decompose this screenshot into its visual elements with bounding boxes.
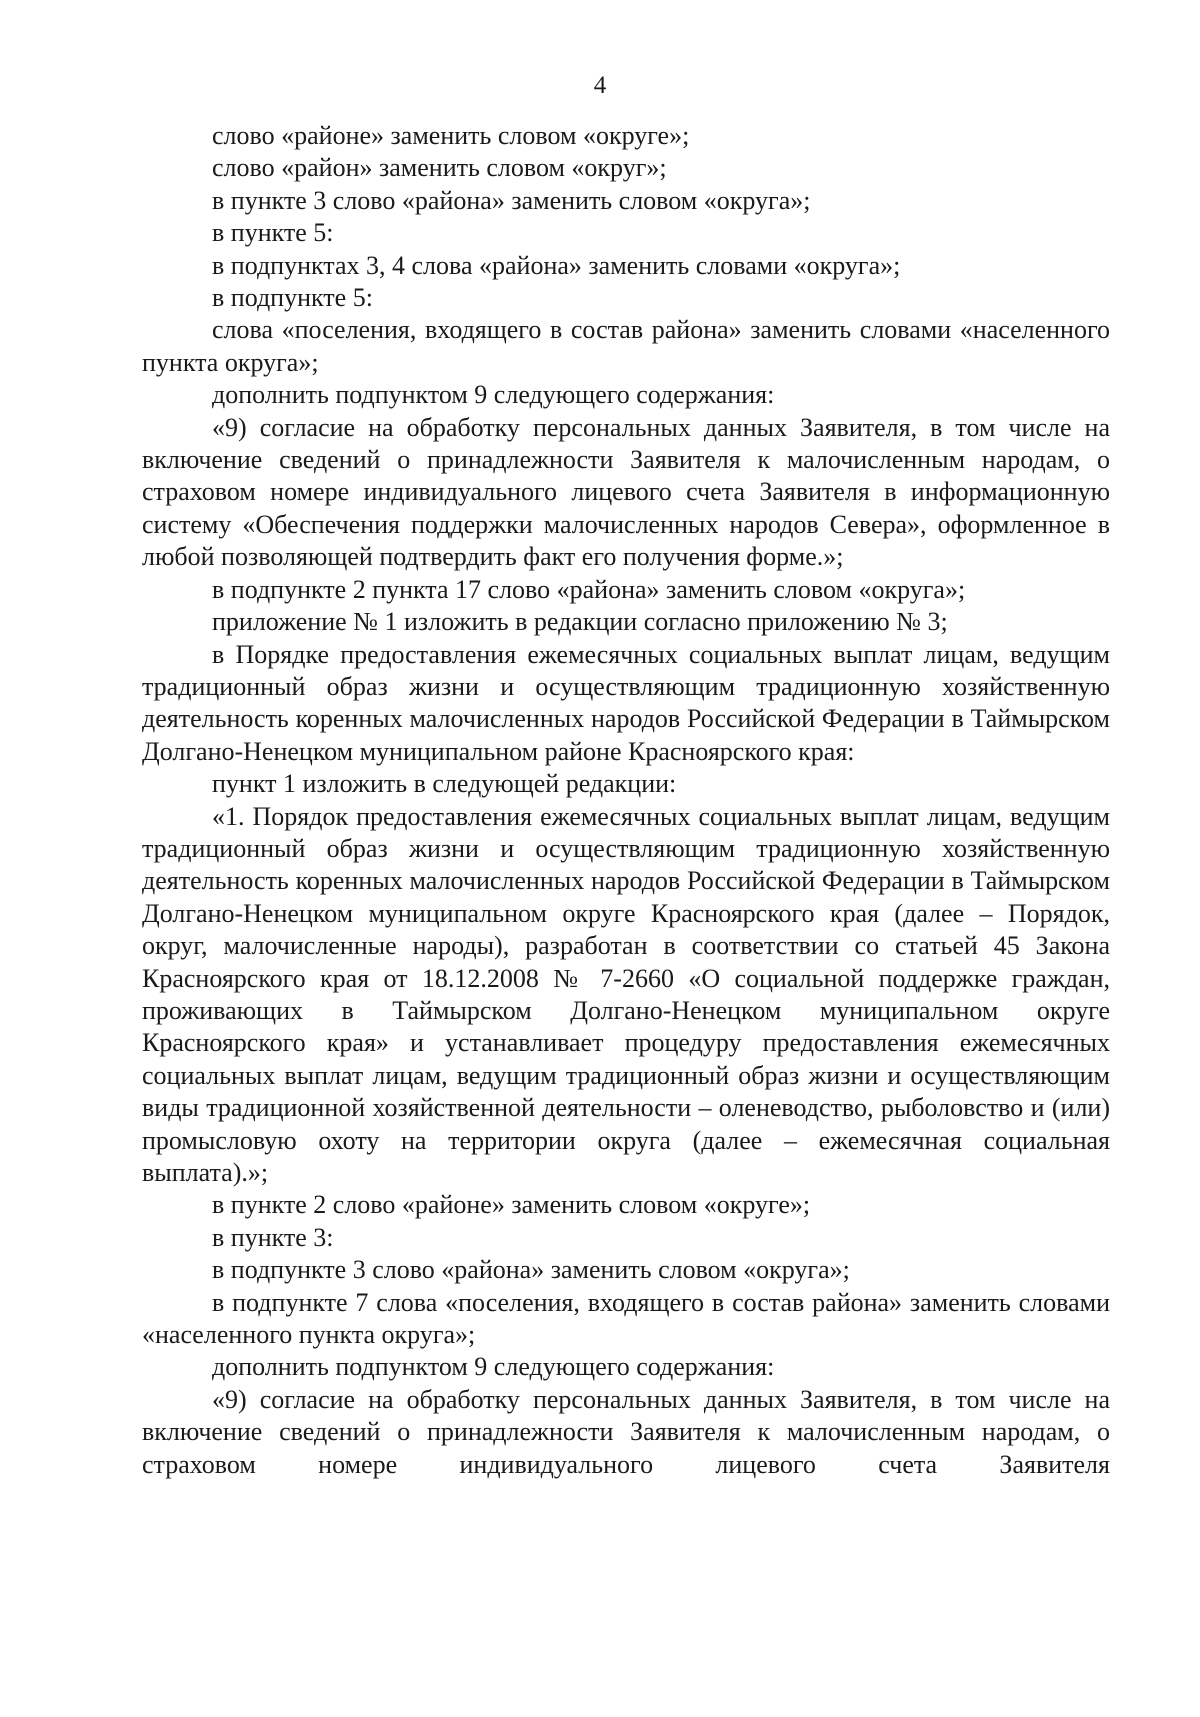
paragraph: слова «поселения, входящего в состав района» заменить словами «населенного пункта округа»; (142, 315, 1110, 377)
paragraph: в подпунктах 3, 4 слова «района» заменить словами «округа»; (212, 250, 901, 280)
page-number: 4 (593, 72, 607, 99)
paragraph: слово «район» заменить словом «округ»; (212, 153, 667, 183)
paragraph: в пункте 5: (212, 218, 334, 248)
paragraph: слово «районе» заменить словом «округе»; (212, 121, 690, 150)
paragraph: приложение № 1 изложить в редакции согласно приложению № 3; (212, 607, 948, 637)
paragraph: в пункте 3 слово «района» заменить словом «округа»; (212, 185, 811, 215)
paragraph: в Порядке предоставления ежемесячных социальных выплат лицам, ведущим традиционный образ жизни и осуществляющим традиционную хозяйственную деятельность коренных малочисленных народов Российской Федерации в Таймырском Долгано-Ненецком муниципальном районе Красноярского края: (142, 639, 1110, 766)
paragraph: в пункте 3: (212, 1222, 334, 1252)
paragraph: в пункте 2 слово «районе» заменить словом «округе»; (212, 1190, 811, 1220)
paragraph: «9) согласие на обработку персональных данных Заявителя, в том числе на включение сведений о принадлежности Заявителя к малочисленным народам, о страховом номере индивидуального лицевого счета Заявителя в информационную систему «Обеспечения поддержки малочисленных народов Севера», оформленное в любой позволяющей подтвердить факт его получения форме.»; (142, 412, 1110, 572)
paragraph: в подпункте 3 слово «района» заменить словом «округа»; (212, 1255, 850, 1285)
paragraph: в подпункте 5: (212, 283, 373, 313)
document-body (142, 120, 1110, 1481)
paragraph: «9) согласие на обработку персональных данных Заявителя, в том числе на включение сведений о принадлежности Заявителя к малочисленным народам, о страховом номере индивидуального лицевого счета Заявителя (142, 1384, 1110, 1479)
paragraph: в подпункте 2 пункта 17 слово «района» заменить словом «округа»; (212, 574, 966, 604)
paragraph: дополнить подпунктом 9 следующего содержания: (212, 380, 775, 410)
paragraph: дополнить подпунктом 9 следующего содержания: (212, 1352, 775, 1382)
paragraph: пункт 1 изложить в следующей редакции: (212, 769, 677, 799)
paragraph: «1. Порядок предоставления ежемесячных социальных выплат лицам, ведущим традиционный образ жизни и осуществляющим традиционную хозяйственную деятельность коренных малочисленных народов Российской Федерации в Таймырском Долгано-Ненецком муниципальном округе Красноярского края (далее – Порядок, округ, малочисленные народы), разработан в соответствии со статьей 45 Закона Красноярского края от 18.12.2008 № 7-2660 «О социальной поддержке граждан, проживающих в Таймырском Долгано-Ненецком муниципальном округе Красноярского края» и устанавливает процедуру предоставления ежемесячных социальных выплат лицам, ведущим традиционный образ жизни и осуществляющим виды традиционной хозяйственной деятельности – оленеводство, рыболовство и (или) промысловую охоту на территории округа (далее – ежемесячная социальная выплата).»; (142, 801, 1110, 1187)
paragraph: в подпункте 7 слова «поселения, входящего в состав района» заменить словами «населенного пункта округа»; (142, 1287, 1110, 1350)
